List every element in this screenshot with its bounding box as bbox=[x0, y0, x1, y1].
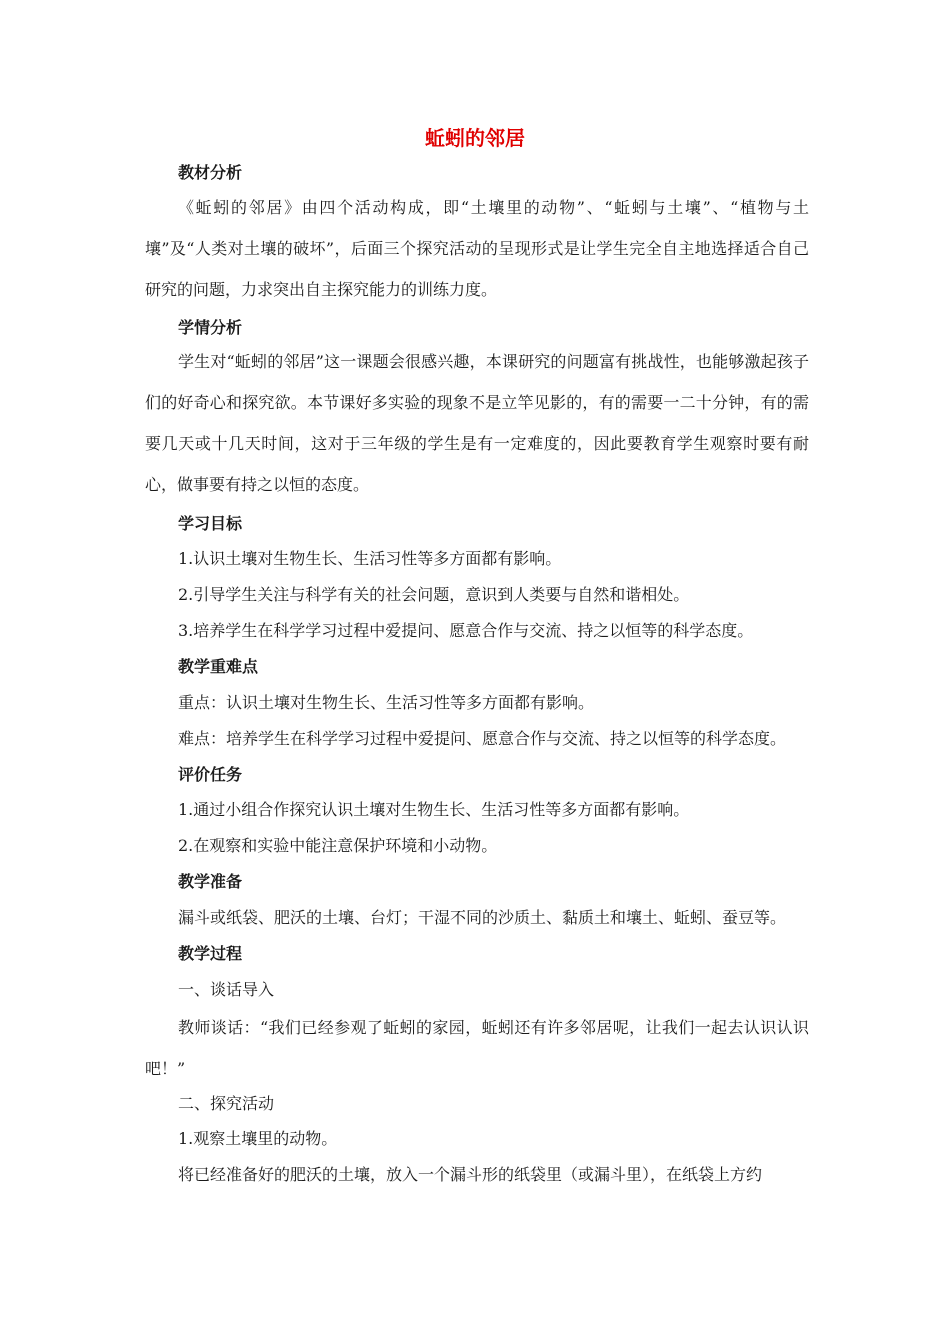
heading-evaluation-tasks: 评价任务 bbox=[178, 765, 243, 784]
process-step-text: 将已经准备好的肥沃的土壤，放入一个漏斗形的纸袋里（或漏斗里），在纸袋上方约 bbox=[178, 1165, 763, 1184]
heading-teaching-process: 教学过程 bbox=[178, 944, 243, 963]
list-item: 1.认识土壤对生物生长、生活习性等多方面都有影响。 bbox=[178, 549, 562, 568]
paragraph-teacher-talk: 教师谈话：“我们已经参观了蚯蚓的家园，蚯蚓还有许多邻居呢，让我们一起去认识认识吧！” bbox=[145, 1018, 809, 1078]
paragraph-textbook-analysis: 《蚯蚓的邻居》由四个活动构成，即“土壤里的动物”、“蚯蚓与土壤”、“植物与土壤”及“人类对土壤的破坏”，后面三个探究活动的呈现形式是让学生完全自主地选择适合自己研究的问题，力求突出自主探究能力的训练力度。 bbox=[145, 198, 809, 299]
heading-student-analysis: 学情分析 bbox=[178, 318, 243, 337]
heading-teaching-preparation: 教学准备 bbox=[178, 872, 243, 891]
paragraph-student-analysis: 学生对“蚯蚓的邻居”这一课题会很感兴趣，本课研究的问题富有挑战性，也能够激起孩子们的好奇心和探究欲。本节课好多实验的现象不是立竿见影的，有的需要一二十分钟，有的需要几天或十几天时间，这对于三年级的学生是有一定难度的，因此要教育学生观察时要有耐心，做事要有持之以恒的态度。 bbox=[145, 352, 809, 494]
process-part-inquiry: 二、探究活动 bbox=[178, 1094, 275, 1113]
list-item: 1.通过小组合作探究认识土壤对生物生长、生活习性等多方面都有影响。 bbox=[178, 800, 690, 819]
heading-key-difficult-points: 教学重难点 bbox=[178, 657, 259, 676]
heading-learning-goals: 学习目标 bbox=[178, 514, 243, 533]
key-point: 重点：认识土壤对生物生长、生活习性等多方面都有影响。 bbox=[178, 693, 595, 712]
list-item: 3.培养学生在科学学习过程中爱提问、愿意合作与交流、持之以恒等的科学态度。 bbox=[178, 621, 754, 640]
heading-textbook-analysis: 教材分析 bbox=[178, 163, 243, 182]
difficult-point: 难点：培养学生在科学学习过程中爱提问、愿意合作与交流、持之以恒等的科学态度。 bbox=[178, 729, 787, 748]
preparation-text: 漏斗或纸袋、肥沃的土壤、台灯；干湿不同的沙质土、黏质土和壤土、蚯蚓、蚕豆等。 bbox=[178, 908, 787, 927]
list-item: 2.引导学生关注与科学有关的社会问题，意识到人类要与自然和谐相处。 bbox=[178, 585, 690, 604]
process-step: 1.观察土壤里的动物。 bbox=[178, 1129, 338, 1148]
document-title: 蚯蚓的邻居 bbox=[425, 126, 525, 150]
list-item: 2.在观察和实验中能注意保护环境和小动物。 bbox=[178, 836, 498, 855]
process-part-intro: 一、谈话导入 bbox=[178, 980, 275, 999]
